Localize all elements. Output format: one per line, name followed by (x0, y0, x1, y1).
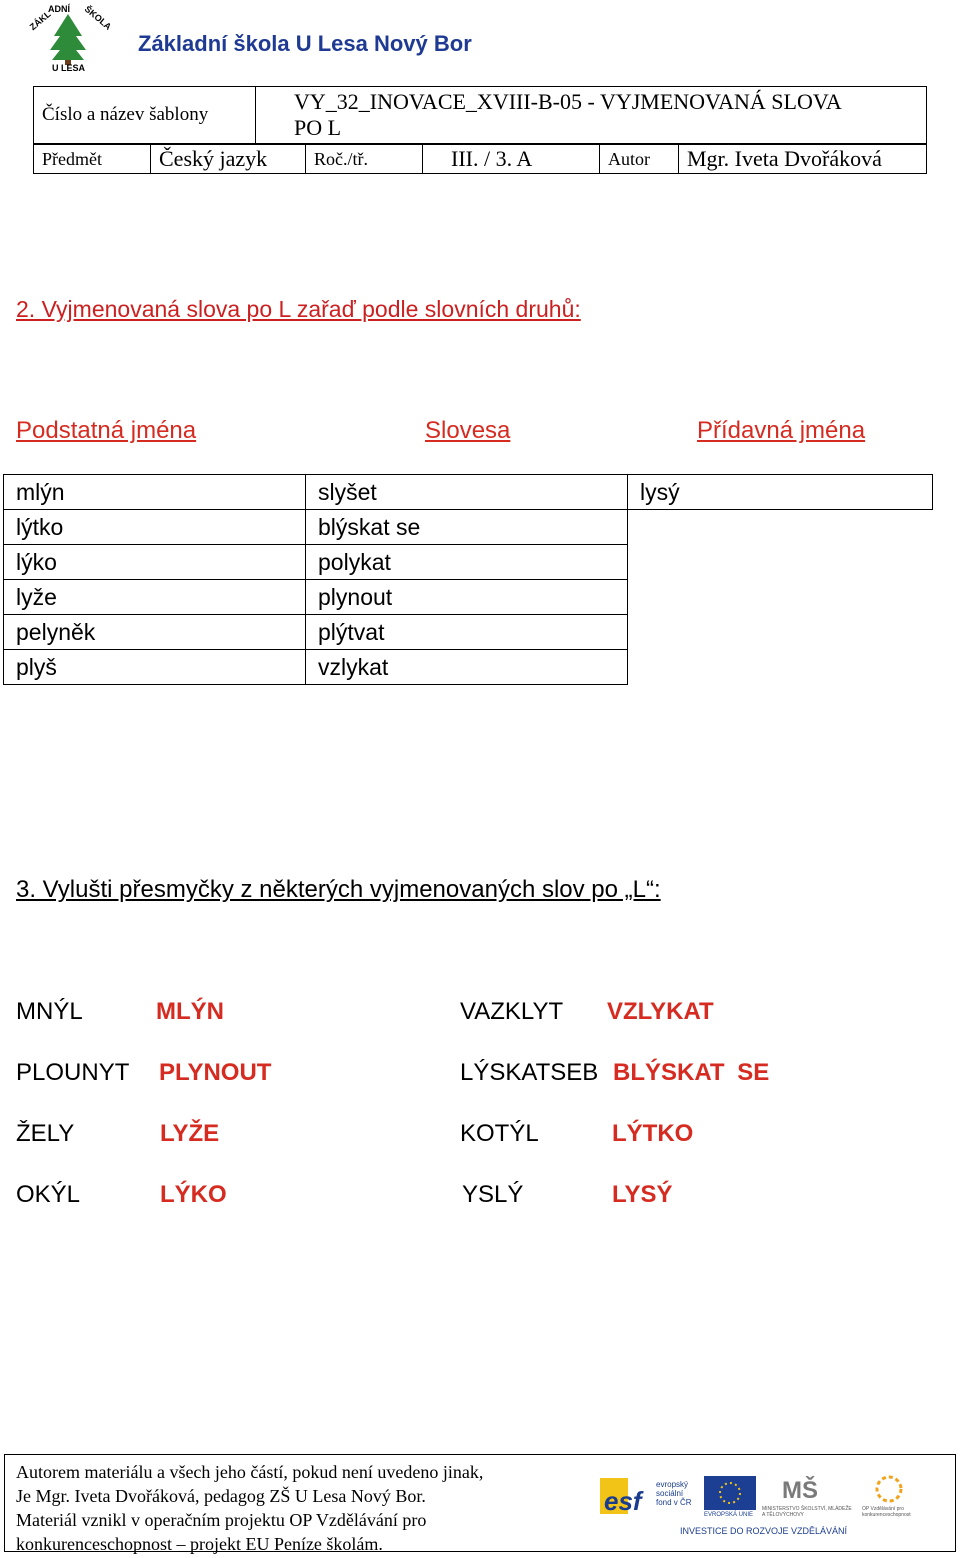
author-label: Autor (600, 145, 679, 174)
puzzle-word: LÝSKATSEB (460, 1059, 599, 1086)
svg-text:ADNÍ: ADNÍ (48, 4, 70, 14)
answer-word: LYSÝ (612, 1181, 673, 1208)
esf-text: evropský sociální fond v ČR (656, 1480, 692, 1507)
empty-cell (628, 545, 933, 580)
footer-credits (16, 1460, 483, 1556)
grade-value: III. / 3. A (423, 145, 600, 174)
answer-word: VZLYKAT (607, 998, 714, 1025)
puzzle-word: KOTÝL (460, 1120, 539, 1147)
subject-value: Český jazyk (151, 145, 306, 174)
noun-cell: mlýn (4, 475, 306, 510)
noun-cell: lyže (4, 580, 306, 615)
author-value: Mgr. Iveta Dvořáková (679, 145, 927, 174)
table-row (4, 545, 933, 580)
verb-cell: polykat (306, 545, 628, 580)
esf-logo (600, 1474, 700, 1520)
template-value-line2: PO L (294, 115, 342, 140)
empty-cell (628, 650, 933, 685)
subject-label: Předmět (34, 145, 151, 174)
verb-cell: slyšet (306, 475, 628, 510)
grade-label: Roč./tř. (306, 145, 423, 174)
task3-heading: 3. Vylušti přesmyčky z některých vyjmenovaných slov po „L“: (16, 876, 661, 903)
category-nouns: Podstatná jména (16, 417, 197, 444)
op-text: OP Vzdělávání pro konkurenceschopnost (862, 1506, 911, 1518)
empty-cell (628, 615, 933, 650)
svg-text:esf: esf (604, 1486, 642, 1516)
answer-word: PLYNOUT (159, 1059, 272, 1086)
answer-word: LYŽE (160, 1120, 220, 1147)
puzzle-word: VAZKLYT (460, 998, 564, 1025)
verb-cell: plynout (306, 580, 628, 615)
puzzle-word: PLOUNYT (16, 1059, 130, 1086)
table-row (4, 510, 933, 545)
verb-cell: vzlykat (306, 650, 628, 685)
noun-cell: lýtko (4, 510, 306, 545)
table-row (4, 475, 933, 510)
empty-cell (628, 580, 933, 615)
svg-text:U LESA: U LESA (52, 63, 86, 73)
msmt-icon (782, 1474, 832, 1504)
task2-heading: 2. Vyjmenovaná slova po L zařaď podle slovních druhů: (16, 296, 581, 322)
eu-text: EVROPSKÁ UNIE (704, 1512, 754, 1518)
school-name: Základní škola U Lesa Nový Bor (138, 31, 472, 56)
answer-word: MLÝN (156, 998, 224, 1025)
empty-cell (628, 510, 933, 545)
noun-cell: lýko (4, 545, 306, 580)
template-value-line1: VY_32_INOVACE_XVIII-B-05 - VYJMENOVANÁ SLOVA (294, 89, 842, 114)
noun-cell: pelyněk (4, 615, 306, 650)
footer-line: Materiál vznikl v operačním projektu OP Vzdělávání pro (16, 1510, 427, 1530)
verb-cell: plýtvat (306, 615, 628, 650)
category-verbs: Slovesa (425, 417, 511, 444)
puzzle-word: MNÝL (16, 998, 83, 1025)
table-row (4, 650, 933, 685)
puzzle-word: ŽELY (16, 1120, 75, 1147)
template-value (256, 87, 927, 144)
msmt-text: MINISTERSTVO ŠKOLSTVÍ, MLÁDEŽE A TĚLOVÝCHOVY (762, 1506, 852, 1518)
answer-word: LÝTKO (612, 1120, 694, 1147)
svg-text:ZÁKL: ZÁKL (27, 9, 53, 33)
answer-word: BLÝSKAT SE (613, 1059, 770, 1086)
template-table (33, 86, 927, 144)
eu-logo (704, 1476, 756, 1516)
category-adjectives: Přídavná jména (697, 417, 866, 444)
answer-word: LÝKO (160, 1181, 227, 1208)
adjective-cell: lysý (628, 475, 933, 510)
info-table (33, 144, 927, 174)
puzzle-word: YSLÝ (462, 1181, 524, 1208)
eu-flag-icon (704, 1476, 756, 1510)
op-logo (862, 1474, 922, 1520)
table-row (4, 580, 933, 615)
footer-slogan: INVESTICE DO ROZVOJE VZDĚLÁVÁNÍ (680, 1526, 848, 1536)
svg-text:ŠKOLA: ŠKOLA (82, 3, 114, 32)
school-logo (26, 2, 114, 73)
table-row (4, 615, 933, 650)
svg-text:MŠ: MŠ (782, 1477, 818, 1504)
noun-cell: plyš (4, 650, 306, 685)
template-label: Číslo a název šablony (34, 87, 256, 144)
footer-line: Autorem materiálu a všech jeho částí, pokud není uvedeno jinak, (16, 1462, 484, 1482)
verb-cell: blýskat se (306, 510, 628, 545)
msmt-logo (762, 1474, 854, 1520)
footer-line: konkurenceschopnost – projekt EU Peníze školám. (16, 1534, 383, 1554)
word-class-table (3, 474, 933, 685)
op-icon (872, 1474, 906, 1504)
footer-line: Je Mgr. Iveta Dvořáková, pedagog ZŠ U Lesa Nový Bor. (16, 1486, 426, 1506)
puzzle-word: OKÝL (16, 1181, 81, 1208)
